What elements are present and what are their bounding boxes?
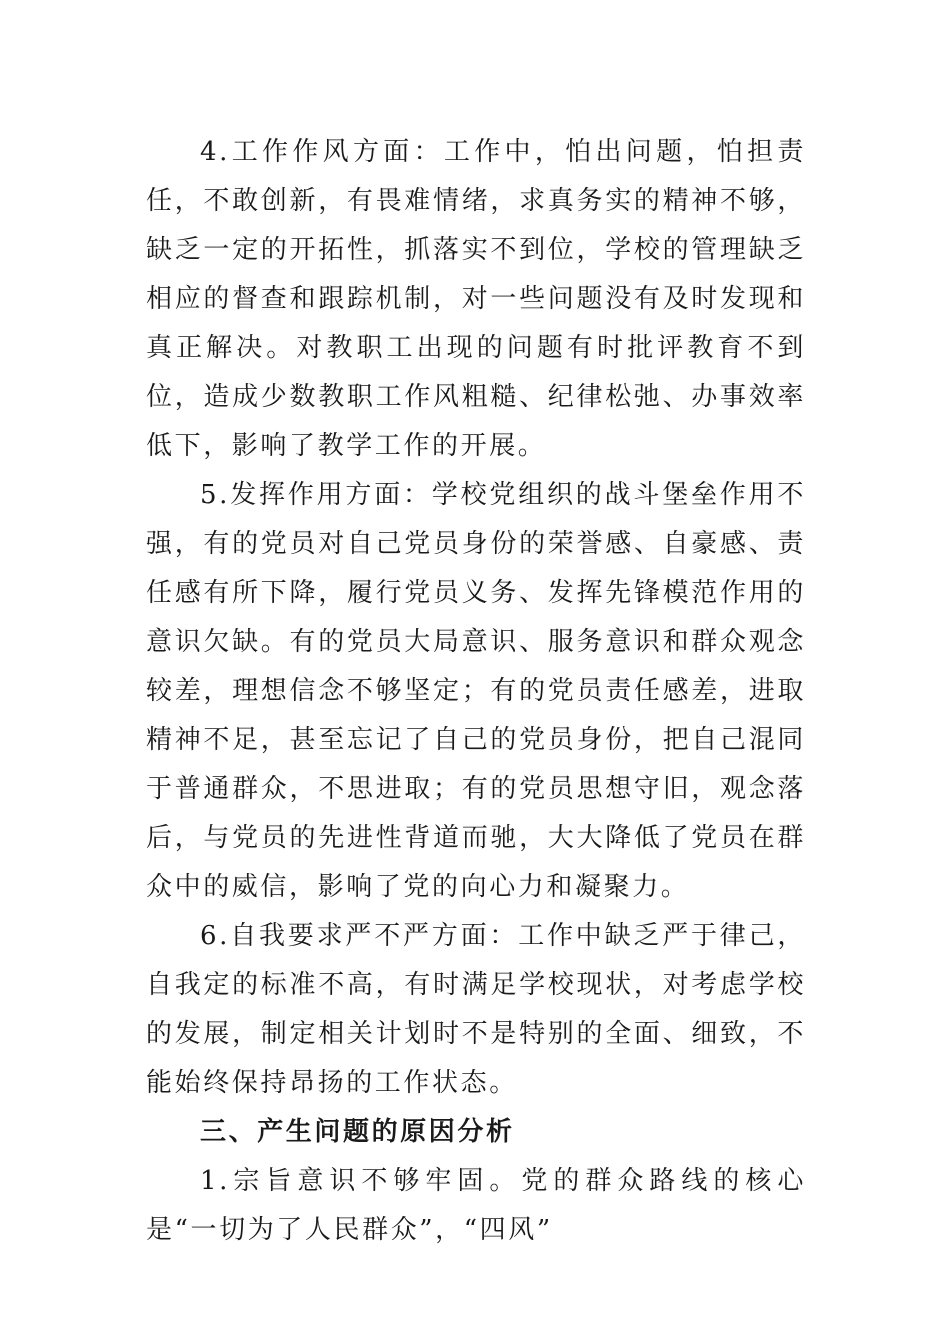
paragraph-purpose-awareness: 1.宗旨意识不够牢固。党的群众路线的核心是“一切为了人民群众”，“四风” bbox=[146, 1166, 806, 1245]
paragraph-role-play: 5.发挥作用方面：学校党组织的战斗堡垒作用不强，有的党员对自己党员身份的荣誉感、自豪感、责任感有所下降，履行党员义务、发挥先锋模范作用的意识欠缺。有的党员大局意识、服务意识和群众观念较差，理想信念不够坚定；有的党员责任感差，进取精神不足，甚至忘记了自己的党员身份，把自己混同于普通群众，不思进取；有的党员思想守旧，观念落后，与党员的先进性背道而驰，大大降低了党员在群众中的威信，影响了党的向心力和凝聚力。 bbox=[146, 480, 806, 902]
document-body bbox=[146, 128, 806, 1255]
paragraph-work-style: 4.工作作风方面：工作中，怕出问题，怕担责任，不敢创新，有畏难情绪，求真务实的精神不够，缺乏一定的开拓性，抓落实不到位，学校的管理缺乏相应的督查和跟踪机制，对一些问题没有及时发现和真正解决。对教职工出现的问题有时批评教育不到位，造成少数教职工作风粗糙、纪律松弛、办事效率低下，影响了教学工作的开展。 bbox=[146, 137, 806, 461]
section-heading-cause-analysis: 三、产生问题的原因分析 bbox=[200, 1117, 515, 1147]
paragraph-self-requirement: 6.自我要求严不严方面：工作中缺乏严于律己，自我定的标准不高，有时满足学校现状，对考虑学校的发展，制定相关计划时不是特别的全面、细致，不能始终保持昂扬的工作状态。 bbox=[146, 921, 806, 1098]
